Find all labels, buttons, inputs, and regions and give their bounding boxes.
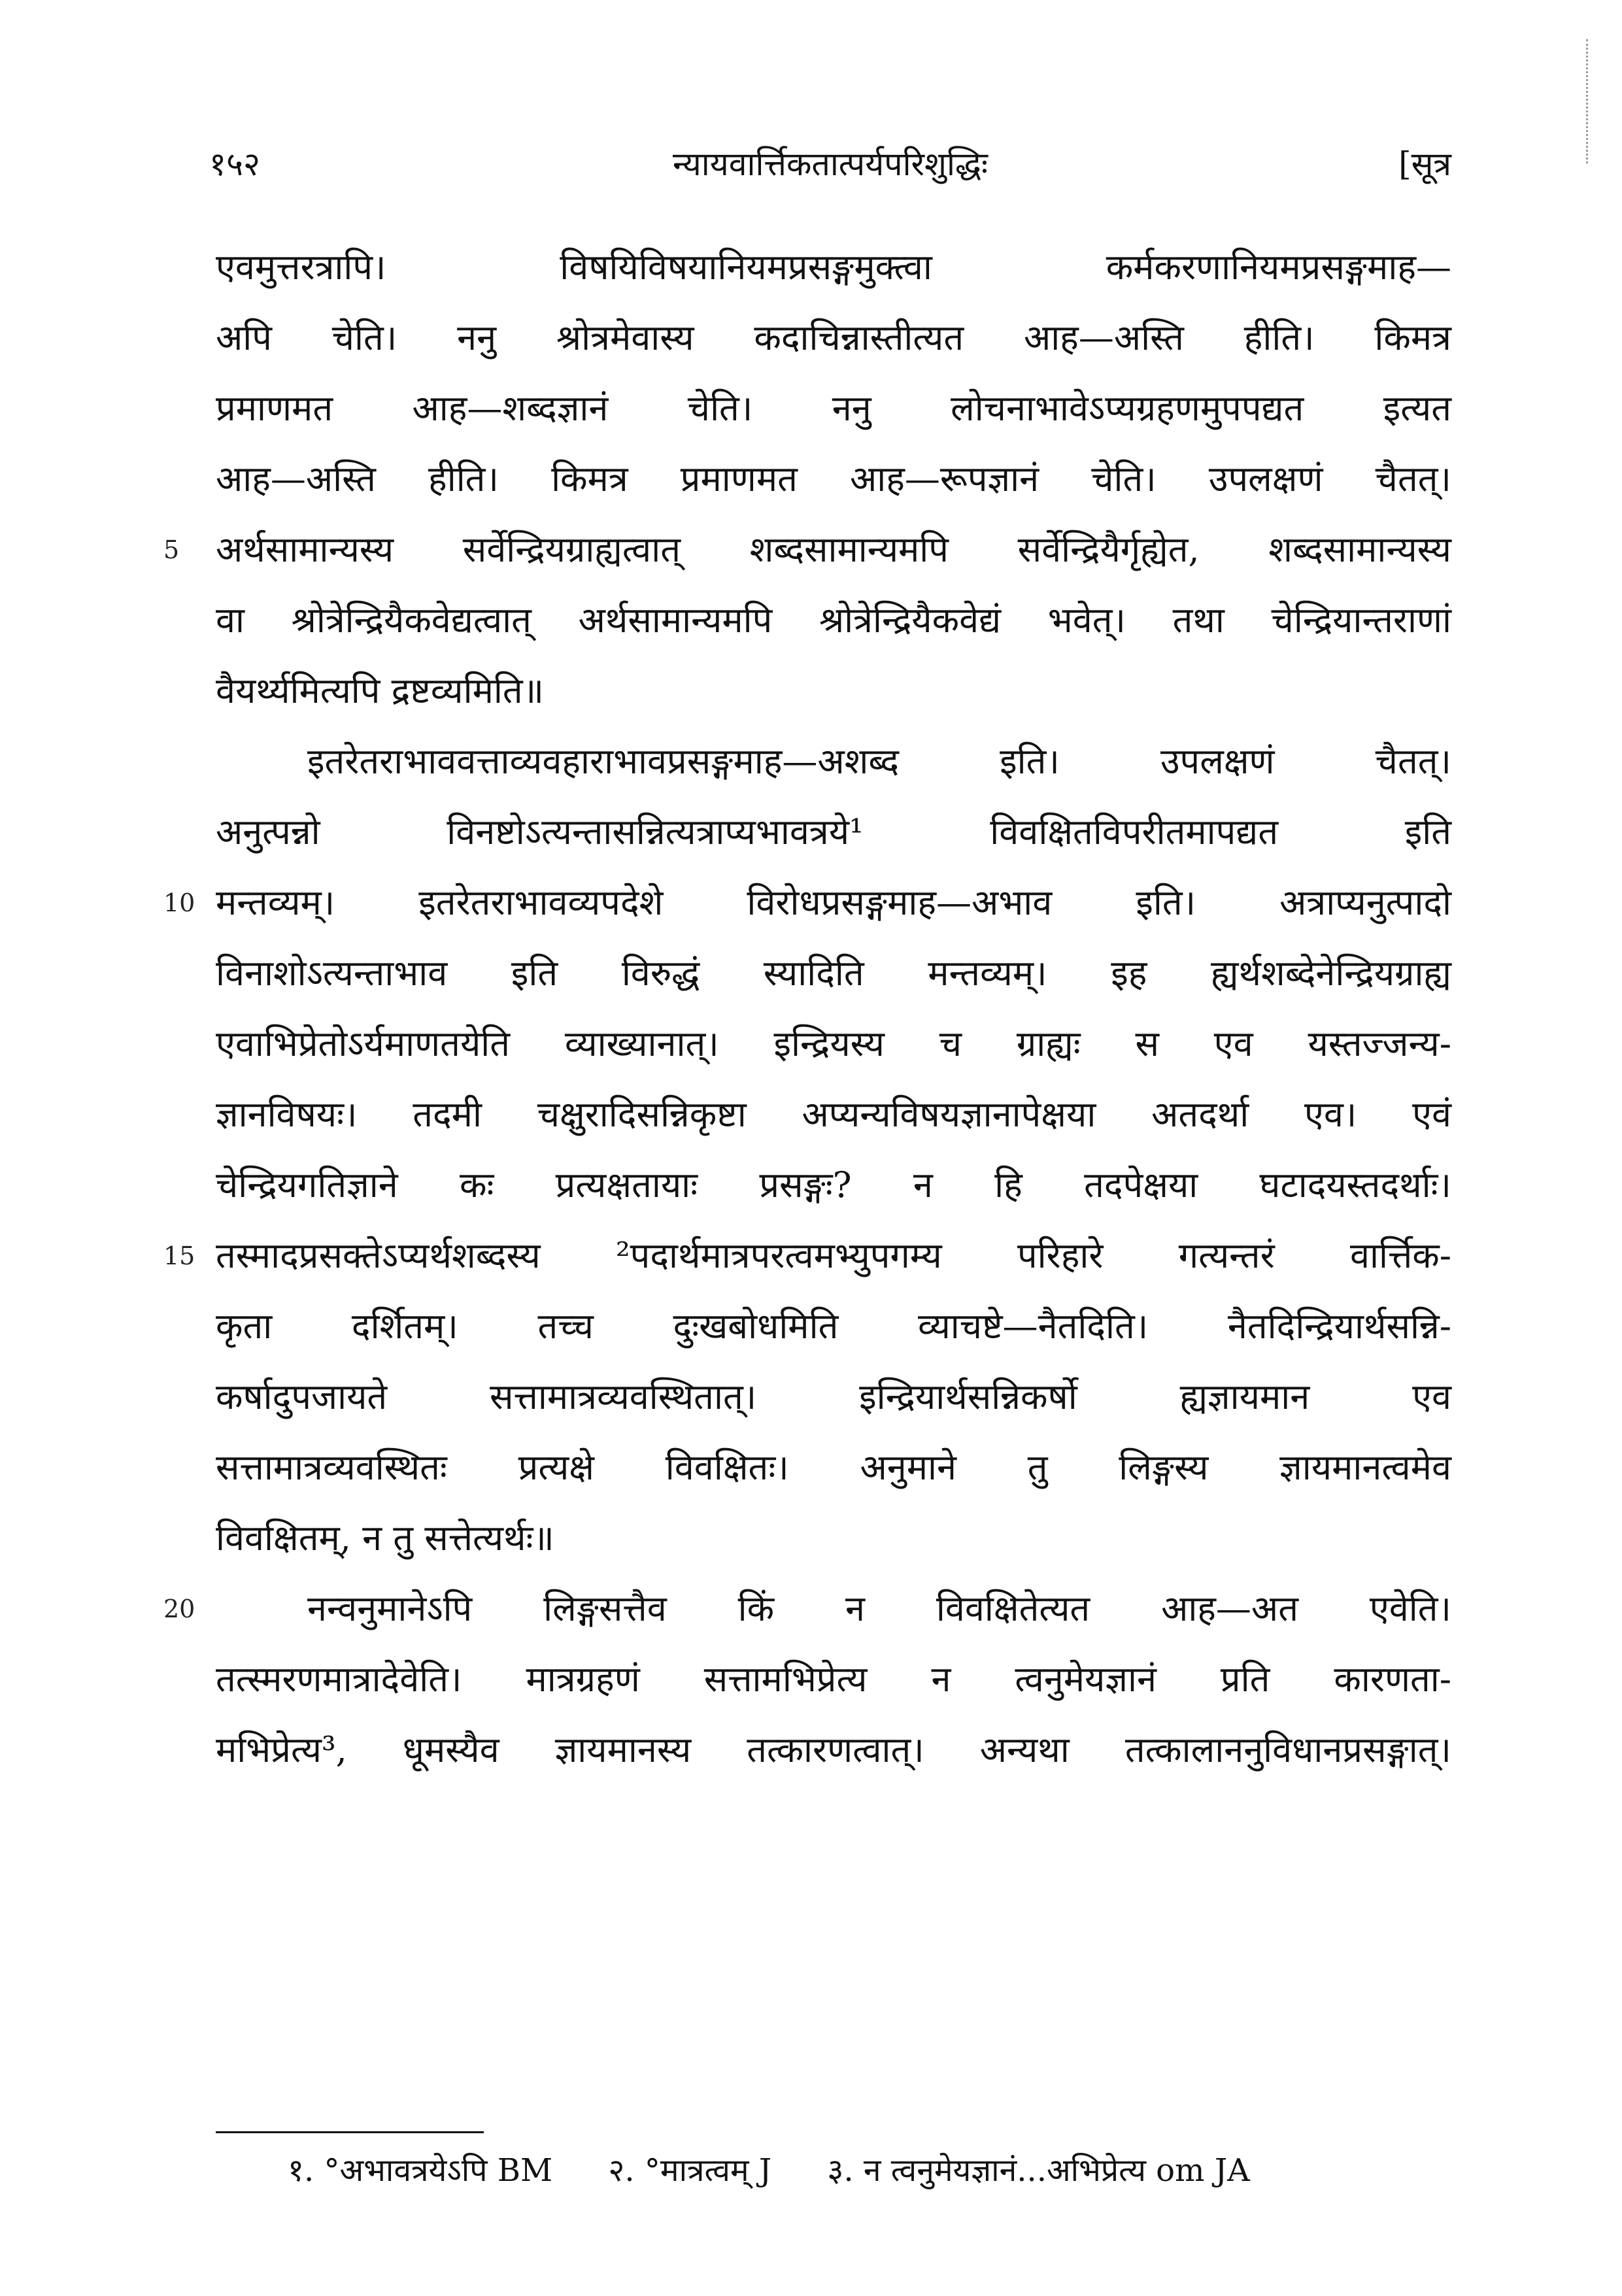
line-text: कृता दर्शितम्। तच्च दुःखबोधमिति व्याचष्टे—नैतदिति। नैतदिन्द्रियार्थसन्नि- [216,1306,1451,1347]
line-text: विनाशोऽत्यन्ताभाव इति विरुद्धं स्यादिति मन्तव्यम्। इह ह्यर्थशब्देनेन्द्रियग्राह्य [216,953,1451,994]
line-text: अनुत्पन्नो विनष्टोऽत्यन्तासन्नित्यत्राप्यभावत्रये¹ विवक्षितविपरीतमापद्यत इति [216,811,1451,853]
line-text: विवक्षितम्, न तु सत्तेत्यर्थः॥ [216,1517,554,1559]
line-text: सत्तामात्रव्यवस्थितः प्रत्यक्षे विवक्षितः। अनुमाने तु लिङ्गस्य ज्ञायमानत्वमेव [216,1447,1451,1488]
text-line [216,373,1451,444]
footnote-2: २. °मात्रत्वम् J [608,2152,772,2189]
line-number: 20 [163,1595,195,1623]
line-text: एवमुत्तरत्रापि। विषयिविषयानियमप्रसङ्गमुक्त्वा कर्मकरणानियमप्रसङ्गमाह— [216,246,1451,288]
main-text [163,232,1451,1785]
text-line [216,232,1451,303]
text-line [216,938,1451,1009]
line-text: नन्वनुमानेऽपि लिङ्गसत्तैव किं न विवक्षितेत्यत आह—अत एवेति। [307,1588,1451,1629]
line-text: प्रमाणमत आह—शब्दज्ञानं चेति। ननु लोचनाभावेऽप्यग्रहणमुपपद्यत इत्यत [216,388,1451,429]
footnotes [288,2141,1451,2200]
text-line [216,1009,1451,1079]
text-line [216,1715,1451,1785]
text-line [216,303,1451,373]
text-line [163,1574,1451,1644]
text-line [216,1291,1451,1362]
line-text: अर्थसामान्यस्य सर्वेन्द्रियग्राह्यत्वात् शब्दसामान्यमपि सर्वेन्द्रियैर्गृह्येत, शब्दसामान्यस्य [216,529,1451,570]
line-text: मन्तव्यम्। इतरेतराभावव्यपदेशे विरोधप्रसङ्गमाह—अभाव इति। अत्राप्यनुत्पादो [216,882,1451,923]
section-marker: [सूत्र [1398,145,1451,183]
line-number: 15 [163,1241,195,1270]
text-line [163,868,1451,938]
line-text: एवाभिप्रेतोऽर्यमाणतयेति व्याख्यानात्। इन्द्रियस्य च ग्राह्यः स एव यस्तज्जन्य- [216,1023,1451,1064]
line-text: तस्मादप्रसक्तेऽप्यर्थशब्दस्य ²पदार्थमात्रपरत्वमभ्युपगम्य परिहारे गत्यन्तरं वार्त्तिक- [216,1235,1451,1276]
text-line [216,1432,1451,1503]
text-line [216,444,1451,515]
line-number: 10 [163,888,195,917]
text-line [216,585,1451,656]
line-text: आह—अस्ति हीति। किमत्र प्रमाणमत आह—रूपज्ञानं चेति। उपलक्षणं चैतत्। [216,458,1451,499]
line-text: इतरेतराभाववत्ताव्यवहाराभावप्रसङ्गमाह—अशब्द इति। उपलक्षणं चैतत्। [307,741,1451,782]
text-line [163,1221,1451,1291]
line-number: 5 [163,535,180,564]
footnote-1: १. °अभावत्रयेऽपि BM [288,2152,553,2189]
running-header [209,141,1451,199]
text-line [216,1362,1451,1432]
scan-edge-mark [1586,39,1596,163]
line-text: वैयर्थ्यमित्यपि द्रष्टव्यमिति॥ [216,670,544,711]
text-line [216,1079,1451,1150]
text-line [216,1503,1451,1574]
text-line [216,797,1451,868]
line-text: कर्षादुपजायते सत्तामात्रव्यवस्थितात्। इन्द्रियार्थसन्निकर्षो ह्यज्ञायमान एव [216,1376,1451,1417]
text-line [216,1150,1451,1221]
line-text: वा श्रोत्रेन्द्रियैकवेद्यत्वात् अर्थसामान्यमपि श्रोत्रेन्द्रियैकवेद्यं भवेत्। तथा चेन्द्रियान्तराणां [216,599,1451,641]
line-text: चेन्द्रियगतिज्ञाने कः प्रत्यक्षतायाः प्रसङ्गः? न हि तदपेक्षया घटादयस्तदर्थाः। [216,1164,1451,1206]
text-line [216,1644,1451,1715]
footnote-rule [216,2131,484,2133]
footnote-3: ३. न त्वनुमेयज्ञानं...अभिप्रेत्य om JA [827,2152,1250,2189]
page-number: १५२ [209,145,260,183]
text-line [216,726,1451,797]
text-line [163,515,1451,585]
line-text: तत्स्मरणमात्रादेवेति। मात्रग्रहणं सत्तामभिप्रेत्य न त्वनुमेयज्ञानं प्रति कारणता- [216,1659,1451,1700]
book-title: न्यायवार्त्तिकतात्पर्यपरिशुद्धिः [673,145,988,183]
text-line [216,656,1451,726]
line-text: अपि चेति। ननु श्रोत्रमेवास्य कदाचिन्नास्तीत्यत आह—अस्ति हीति। किमत्र [216,317,1451,358]
line-text: ज्ञानविषयः। तदमी चक्षुरादिसन्निकृष्टा अप्यन्यविषयज्ञानापेक्षया अतदर्था एव। एवं [216,1094,1451,1135]
line-text: मभिप्रेत्य³, धूमस्यैव ज्ञायमानस्य तत्कारणत्वात्। अन्यथा तत्कालाननुविधानप्रसङ्गात्। [216,1729,1451,1770]
